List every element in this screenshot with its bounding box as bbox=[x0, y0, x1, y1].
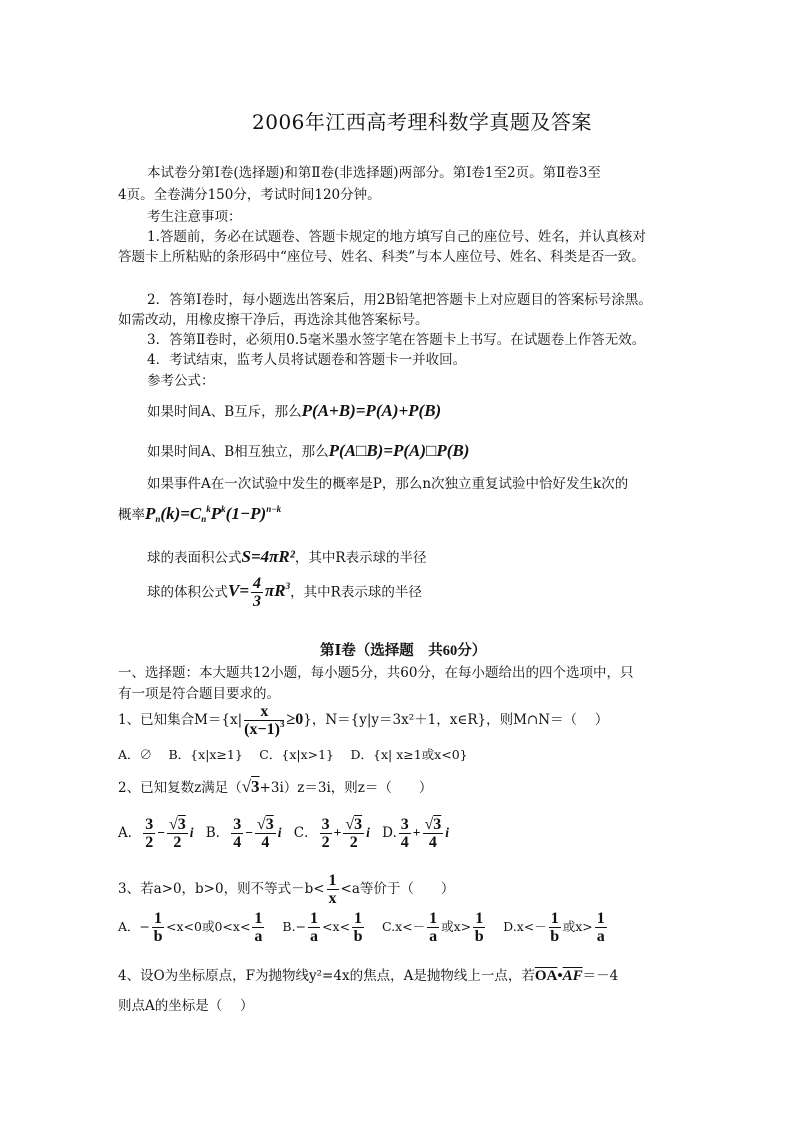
section-heading: 第Ⅰ卷（选择题 共60分） bbox=[320, 643, 487, 659]
q3-option-a: A．− $\frac{1}{b}$ <x<0或0<x< $\frac{1}{a}$ bbox=[118, 910, 263, 945]
question-2-stem bbox=[118, 776, 432, 797]
q2-sqrt3: √3 bbox=[241, 777, 260, 796]
formula-3-line-1: 如果事件A在一次试验中发生的概率是P，那么n次独立重复试验中恰好发生k次的 bbox=[147, 476, 629, 492]
formula-independent bbox=[147, 440, 469, 461]
question-1-options: A．∅ B．{x|x≥1} C．{x|x>1} D．{x| x≥1或x<0} bbox=[118, 747, 468, 762]
q3-stem-part-b: <a等价于（ ） bbox=[340, 881, 455, 897]
q2-option-d: D. $\frac{3}{4}$ + $\frac{√3}{4}$ i bbox=[382, 816, 450, 851]
formula-heading: 参考公式： bbox=[147, 373, 215, 389]
q4-vector-product: $\overline{OA}•\overline{AF}$ bbox=[534, 968, 583, 984]
question-4-stem bbox=[118, 964, 618, 985]
notice-3: 3．答第Ⅱ卷时，必须用0.5毫米墨水签字笔在答题卡上书写。在试题卷上作答无效。 bbox=[147, 332, 646, 348]
notice-1-line-1: 1.答题前，务必在试题卷、答题卡规定的地方填写自己的座位号、姓名，并认真核对 bbox=[147, 229, 646, 245]
formula-1-math: P(A+B)=P(A)+P(B) bbox=[301, 401, 442, 420]
page-title: 2006年江西高考理科数学真题及答案 bbox=[252, 110, 592, 134]
section-instructions-line-2: 有一项是符合题目要求的。 bbox=[118, 686, 280, 702]
question-2-options bbox=[118, 816, 449, 851]
formula-mutual-exclusive bbox=[147, 400, 441, 421]
notice-2-line-1: 2．答第Ⅰ卷时，每小题选出答案后，用2B铅笔把答题卡上对应题目的答案标号涂黑。 bbox=[147, 292, 652, 308]
q4-stem-part-a: 4、设O为坐标原点，F为抛物线y²=4x的焦点，A是抛物线上一点，若 bbox=[118, 968, 535, 984]
notice-2-line-2: 如需改动，用橡皮擦干净后，再选涂其他答案标号。 bbox=[118, 312, 429, 328]
section-instructions-line-1: 一、选择题：本大题共12小题，每小题5分，共60分，在每小题给出的四个选项中，只 bbox=[118, 665, 634, 681]
formula-2-text: 如果时间A、B相互独立，那么 bbox=[147, 444, 329, 460]
formula-binomial bbox=[118, 503, 281, 524]
formula-sphere-volume bbox=[147, 575, 422, 610]
q4-stem-part-b: ＝－4 bbox=[582, 968, 619, 984]
formula-3-math: $P_n(k)=C_n^kP^k(1-P)^{n-k}$ bbox=[145, 504, 282, 524]
q3-option-d: D.x<－ $\frac{1}{b}$ 或x> $\frac{1}{a}$ bbox=[503, 910, 605, 945]
q1-fraction: $\frac{x}{(x-1)^3}$ bbox=[244, 703, 285, 738]
formula-5-math: V= $\frac{4}{3}$ $\pi R^3$ bbox=[228, 575, 291, 610]
q3-fraction: $\frac{1}{x}$ bbox=[328, 872, 337, 907]
q3-option-c: C.x<－ $\frac{1}{a}$ 或x> $\frac{1}{b}$ bbox=[382, 910, 484, 945]
q2-stem-part-b: +3i）z＝3i，则z＝（ ） bbox=[259, 780, 433, 796]
formula-4-math: S=4πR² bbox=[241, 547, 295, 566]
formula-3-text: 概率 bbox=[118, 507, 145, 523]
notice-4: 4．考试结束，监考人员将试题卷和答题卡一并收回。 bbox=[147, 352, 467, 368]
q1-stem-part-b: }，N＝{y|y＝3x²＋1，x∈R}，则M∩N＝（ ） bbox=[303, 712, 609, 728]
formula-1-text: 如果时间A、B互斥，那么 bbox=[147, 404, 302, 420]
q1-geq-zero: ≥0 bbox=[286, 711, 304, 728]
question-3-options bbox=[118, 910, 609, 945]
q2-stem-part-a: 2、已知复数z满足（ bbox=[118, 780, 242, 796]
q1-stem-part-a: 1、已知集合M＝{x| bbox=[118, 712, 243, 728]
formula-5-text: 球的体积公式 bbox=[147, 584, 228, 601]
question-3-stem bbox=[118, 872, 454, 907]
question-4-line-2: 则点A的坐标是（ ） bbox=[118, 998, 254, 1014]
notice-1-line-2: 答题卡上所粘贴的条形码中“座位号、姓名、科类”与本人座位号、姓名、科类是否一致。 bbox=[118, 249, 645, 265]
q3-stem-part-a: 3、若a>0，b>0，则不等式－b< bbox=[118, 881, 325, 897]
q3-option-b: B.− $\frac{1}{a}$ <x< $\frac{1}{b}$ bbox=[282, 910, 363, 945]
formula-4-tail: ，其中R表示球的半径 bbox=[294, 550, 427, 566]
notice-heading: 考生注意事项： bbox=[147, 209, 242, 225]
q2-option-a: A． $\frac{3}{2}$ − $\frac{√3}{2}$ i bbox=[118, 816, 194, 851]
intro-line-2: 4页。全卷满分150分，考试时间120分钟。 bbox=[118, 187, 381, 203]
formula-sphere-area bbox=[147, 546, 427, 567]
q2-option-b: B． $\frac{3}{4}$ − $\frac{√3}{4}$ i bbox=[205, 816, 282, 851]
q2-option-c: C． $\frac{3}{2}$ + $\frac{√3}{2}$ i bbox=[293, 816, 370, 851]
formula-5-tail: ，其中R表示球的半径 bbox=[290, 584, 422, 601]
formula-4-text: 球的表面积公式 bbox=[147, 550, 242, 566]
intro-line-1: 本试卷分第Ⅰ卷(选择题)和第Ⅱ卷(非选择题)两部分。第Ⅰ卷1至2页。第Ⅱ卷3至 bbox=[147, 165, 601, 181]
question-1-stem bbox=[118, 703, 608, 738]
formula-2-math: P(A□B)=P(A)□P(B) bbox=[328, 441, 470, 460]
